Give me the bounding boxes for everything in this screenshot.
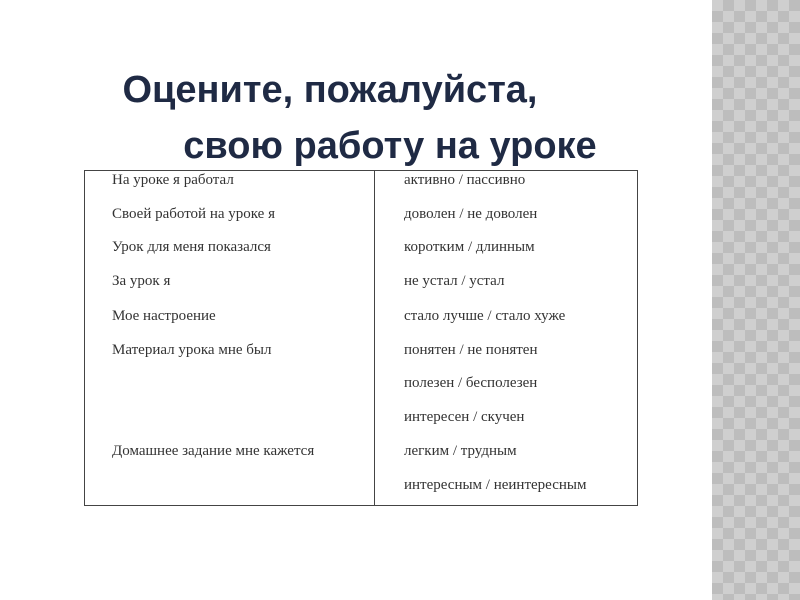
self-assessment-table xyxy=(84,170,638,506)
title-line-1: Оцените, пожалуйста, xyxy=(122,69,538,111)
row-1-question: Своей работой на уроке я xyxy=(112,206,275,222)
decorative-side-pattern xyxy=(712,0,800,600)
row-3-question: За урок я xyxy=(112,273,171,289)
slide-title xyxy=(0,62,780,174)
column-divider xyxy=(374,171,375,505)
row-4-answer: стало лучше / стало хуже xyxy=(404,308,566,324)
row-2-question: Урок для меня показался xyxy=(112,239,271,255)
row-8-answer: легким / трудным xyxy=(404,443,517,459)
row-4-question: Мое настроение xyxy=(112,308,216,324)
row-0-answer: активно / пассивно xyxy=(404,172,526,188)
row-0-question: На уроке я работал xyxy=(112,172,234,188)
row-6-answer: полезен / бесполезен xyxy=(404,375,538,391)
row-3-answer: не устал / устал xyxy=(404,273,505,289)
row-1-answer: доволен / не доволен xyxy=(404,206,538,222)
row-8-question: Домашнее задание мне кажется xyxy=(112,443,315,459)
row-2-answer: коротким / длинным xyxy=(404,239,535,255)
row-5-answer: понятен / не понятен xyxy=(404,342,538,358)
row-5-question: Материал урока мне был xyxy=(112,342,272,358)
title-line-2: свою работу на уроке xyxy=(183,125,597,167)
row-7-answer: интересен / скучен xyxy=(404,409,525,425)
row-9-answer: интересным / неинтересным xyxy=(404,477,587,493)
